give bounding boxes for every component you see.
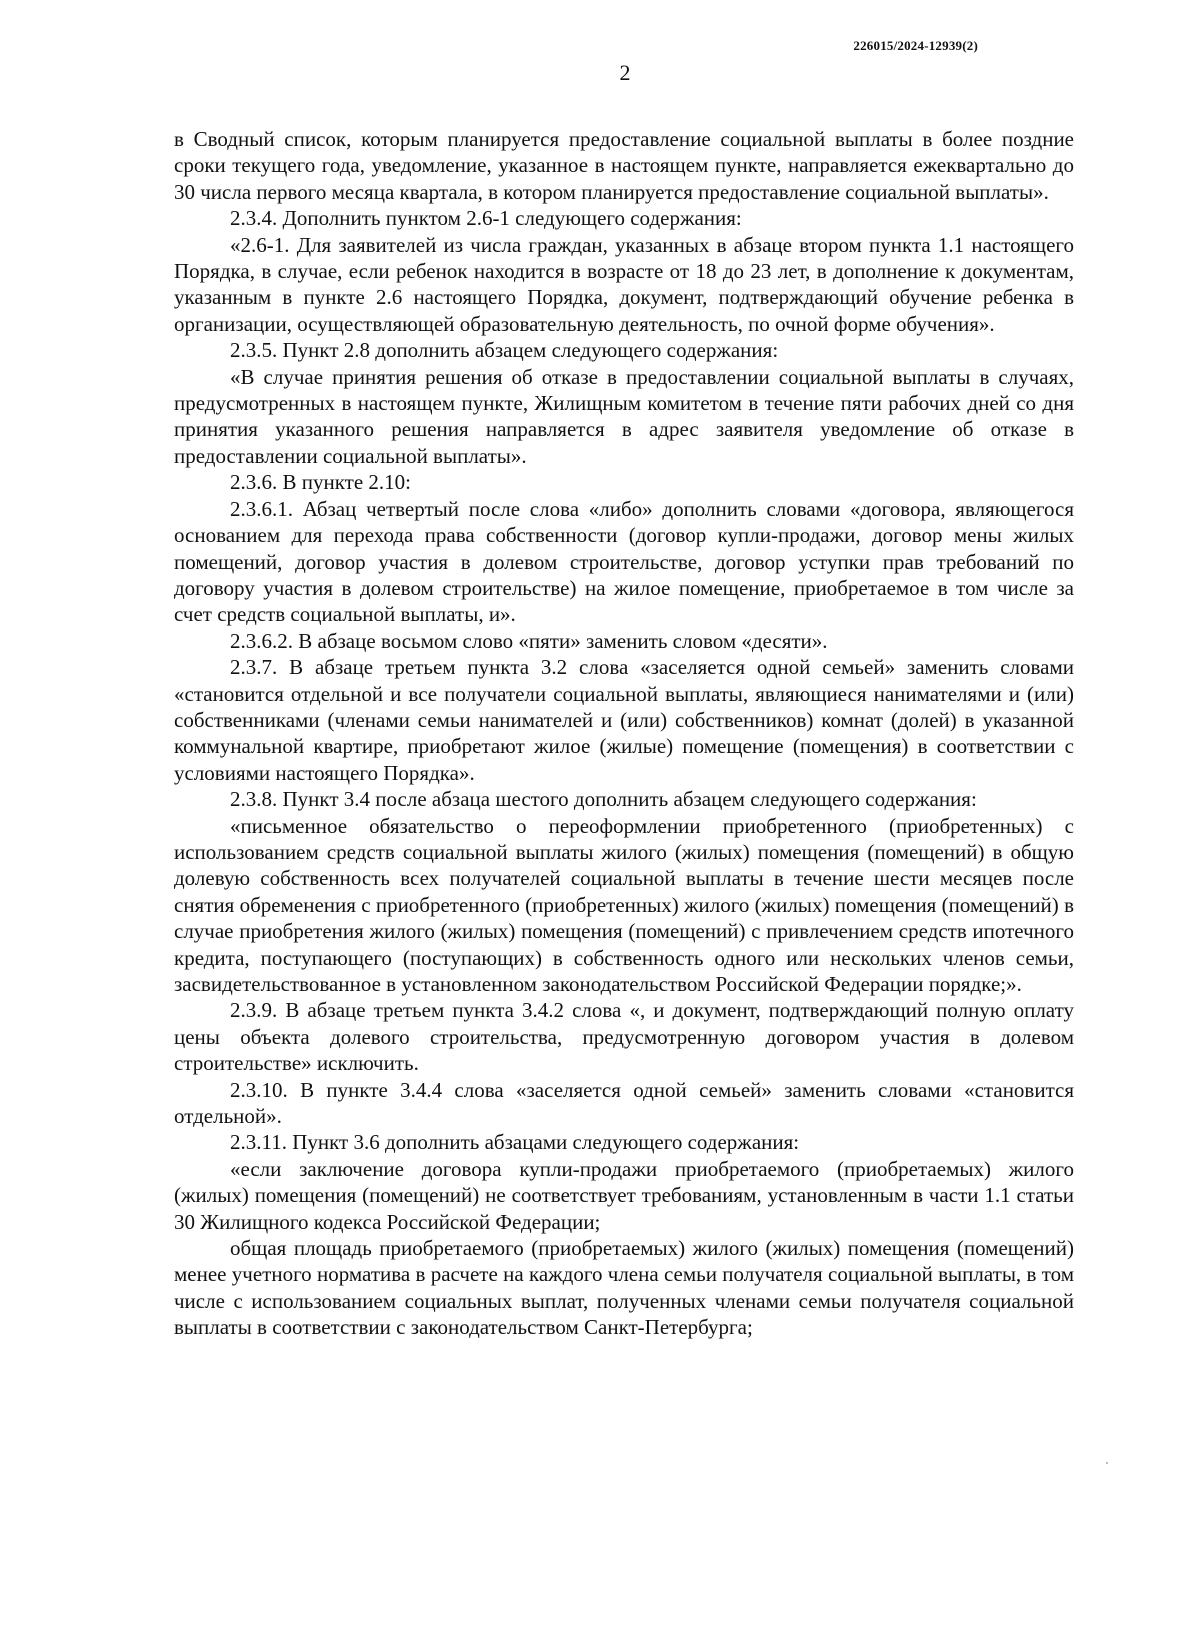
paragraph-2-3-9: 2.3.9. В абзаце третьем пункта 3.4.2 слова «, и документ, подтверждающий полную оплату цены объекта долевого строительства, предусмотренную договором участия в долевом строительстве» исключить. [174,998,1074,1076]
paragraph-3-6-text-1: «если заключение договора купли-продажи приобретаемого (приобретаемых) жилого (жилых) помещения (помещений) не соответствует требованиям, установленным в части 1.1 статьи 30 Жилищного кодекса Российской Федерации; [174,1156,1074,1234]
paragraph-2-3-8: 2.3.8. Пункт 3.4 после абзаца шестого дополнить абзацем следующего содержания: [230,787,977,812]
document-body [174,126,1074,1341]
paragraph-2-3-7: 2.3.7. В абзаце третьем пункта 3.2 слова «заселяется одной семьей» заменить словами «становится отдельной и все получатели социальной выплаты, являющиеся нанимателями и (или) собственниками (членами семьи нанимателей и (или) собственников) комнат (долей) в указанной коммунальной квартире, приобретают жилое (жилые) помещение (помещения) в соответствии с условиями настоящего Порядка». [174,655,1074,785]
paragraph-2-3-5: 2.3.5. Пункт 2.8 дополнить абзацем следующего содержания: [230,338,779,363]
paragraph-continuation: в Сводный список, которым планируется предоставление социальной выплаты в более поздние сроки текущего года, уведомление, указанное в настоящем пункте, направляется ежеквартально до 30 числа первого месяца квартала, в котором планируется предоставление социальной выплаты». [174,127,1074,204]
paragraph-2-3-6-2: 2.3.6.2. В абзаце восьмом слово «пяти» заменить словом «десяти». [230,628,828,653]
paragraph-2-3-4: 2.3.4. Дополнить пунктом 2.6-1 следующего содержания: [230,206,742,231]
paragraph-2-3-6-1: 2.3.6.1. Абзац четвертый после слова «либо» дополнить словами «договора, являющегося основанием для перехода права собственности (договор купли-продажи, договор мены жилых помещений, договор участия в долевом строительстве, договор уступки прав требований по договору участия в долевом строительстве) на жилое помещение, приобретаемое в том числе за счет средств социальной выплаты, и». [174,496,1074,627]
document-registration-number: 226015/2024-12939(2) [853,38,978,53]
paragraph-3-6-text-2: общая площадь приобретаемого (приобретаемых) жилого (жилых) помещения (помещений) менее учетного норматива в расчете на каждого члена семьи получателя социальной выплаты, в том числе с использованием социальных выплат, полученных членами семьи получателя социальной выплаты в соответствии с законодательством Санкт-Петербурга; [174,1236,1074,1340]
scan-speck [1106,1462,1108,1464]
paragraph-3-4-text: «письменное обязательство о переоформлении приобретенного (приобретенных) с использованием средств социальной выплаты жилого (жилых) помещения (помещений) в общую долевую собственность всех получателей социальной выплаты в течение шести месяцев после снятия обременения с приобретенного (приобретенных) жилого (жилых) помещения (помещений) в случае приобретения жилого (жилых) помещения (помещений) с привлечением средств ипотечного кредита, поступающего (поступающих) в собственность одного или нескольких членов семьи, засвидетельствованное в установленном законодательством Российской Федерации порядке;». [174,813,1074,996]
paragraph-2-8-text: «В случае принятия решения об отказе в предоставлении социальной выплаты в случаях, предусмотренных в настоящем пункте, Жилищным комитетом в течение пяти рабочих дней со дня принятия указанного решения направляется в адрес заявителя уведомление об отказе в предоставлении социальной выплаты». [174,364,1074,468]
paragraph-2-6-1-text: «2.6-1. Для заявителей из числа граждан, указанных в абзаце втором пункта 1.1 настоящего Порядка, в случае, если ребенок находится в возрасте от 18 до 23 лет, в дополнение к документам, указанным в пункте 2.6 настоящего Порядка, документ, подтверждающий обучение ребенка в организации, осуществляющей образовательную деятельность, по очной форме обучения». [174,232,1074,336]
page-number: 2 [619,60,631,85]
paragraph-2-3-11: 2.3.11. Пункт 3.6 дополнить абзацами следующего содержания: [230,1130,800,1155]
paragraph-2-3-6: 2.3.6. В пункте 2.10: [230,470,411,495]
paragraph-2-3-10: 2.3.10. В пункте 3.4.4 слова «заселяется одной семьей» заменить словами «становится отдельной». [174,1077,1074,1129]
